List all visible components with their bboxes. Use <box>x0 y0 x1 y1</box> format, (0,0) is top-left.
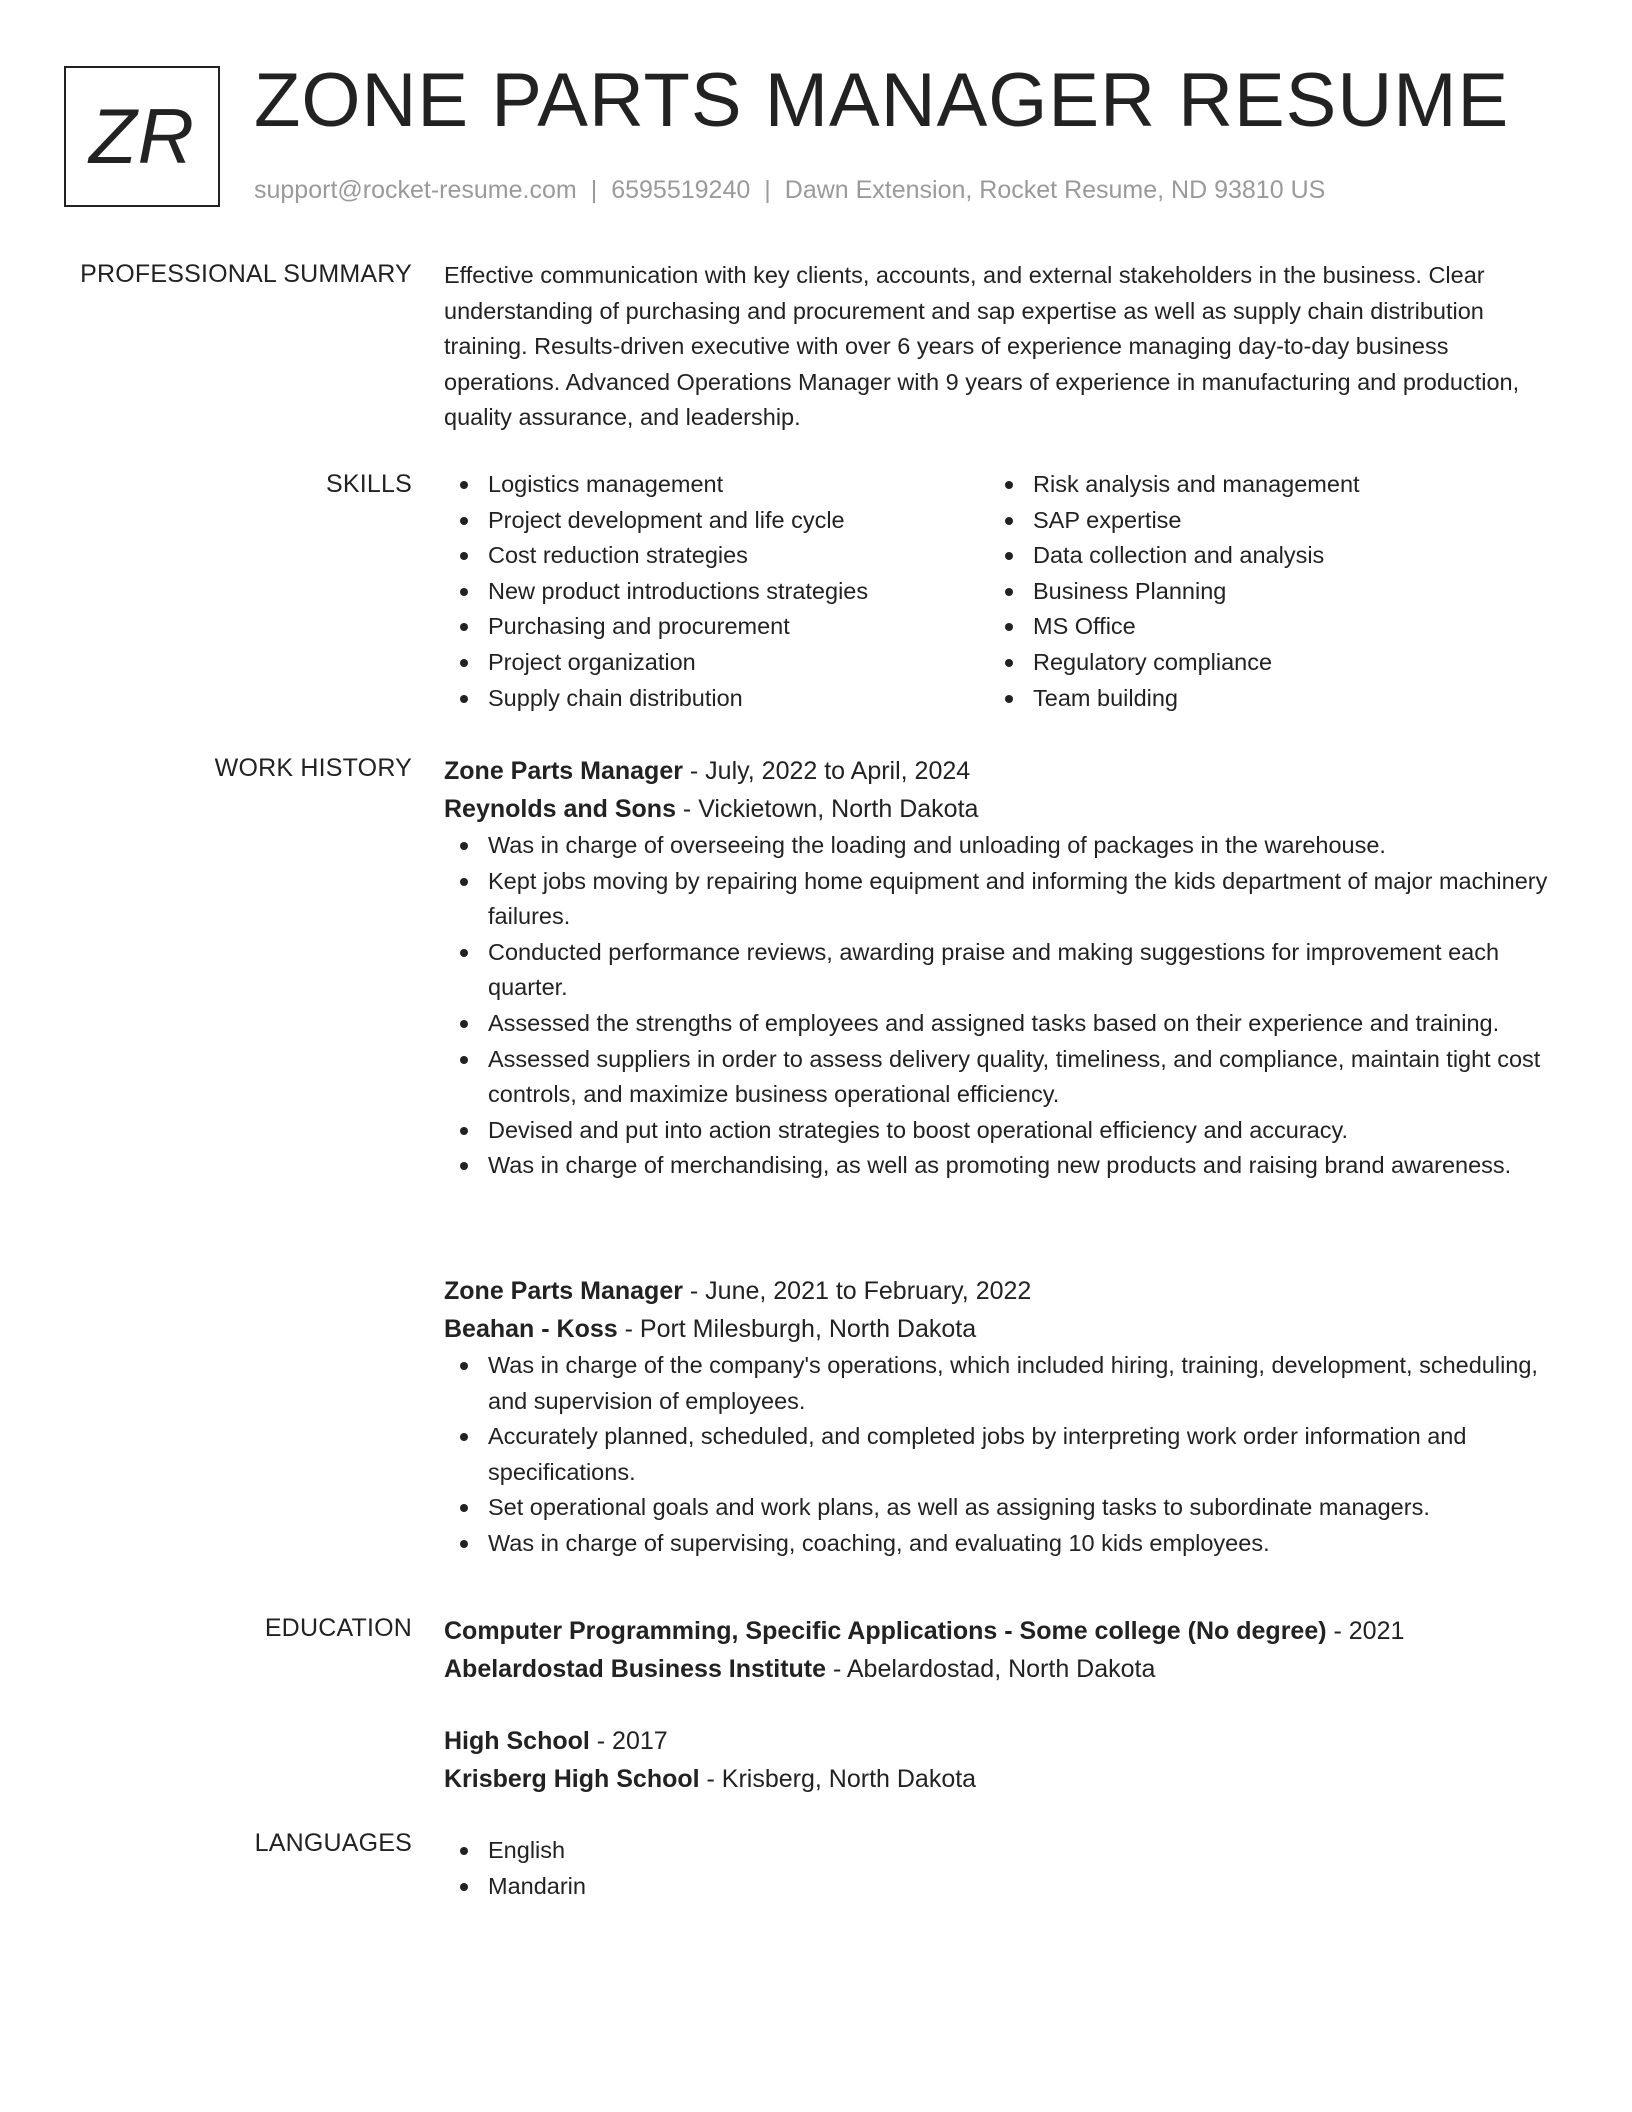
education-location: - Abelardostad, North Dakota <box>826 1655 1156 1683</box>
education-degree-line <box>444 1722 1556 1760</box>
job-title-line <box>444 1272 1556 1310</box>
education-degree: High School <box>444 1727 590 1755</box>
job-company: Reynolds and Sons <box>444 795 676 823</box>
job-bullets <box>444 1348 1556 1562</box>
language-item: English <box>444 1833 1556 1869</box>
education-school: Krisberg High School <box>444 1765 700 1793</box>
job-dates: - July, 2022 to April, 2024 <box>682 757 971 785</box>
skill-item: New product introductions strategies <box>444 574 989 610</box>
job-dates: - June, 2021 to February, 2022 <box>682 1277 1032 1305</box>
skills-list <box>444 467 1556 716</box>
job-bullet: Assessed suppliers in order to assess delivery quality, timeliness, and compliance, maintain tight cost controls, and maximize business operational efficiency. <box>444 1042 1556 1113</box>
skill-item: Supply chain distribution <box>444 681 989 717</box>
contact-email[interactable]: support@rocket-resume.com <box>254 176 577 204</box>
skill-item: Regulatory compliance <box>989 645 1534 681</box>
work-history-heading: WORK HISTORY <box>214 754 412 782</box>
job-company-line <box>444 1310 1556 1348</box>
job-bullet: Was in charge of overseeing the loading and unloading of packages in the warehouse. <box>444 828 1556 864</box>
education-heading: EDUCATION <box>264 1614 412 1642</box>
job-company: Beahan - Koss <box>444 1315 618 1343</box>
job-bullet: Set operational goals and work plans, as well as assigning tasks to subordinate managers. <box>444 1490 1556 1526</box>
job-location: - Vickietown, North Dakota <box>675 795 979 823</box>
education-degree: Computer Programming, Specific Applications - Some college (No degree) <box>444 1617 1327 1645</box>
job-company-line <box>444 790 1556 828</box>
job-bullet: Was in charge of merchandising, as well as promoting new products and raising brand awareness. <box>444 1148 1556 1184</box>
skill-item: SAP expertise <box>989 503 1534 539</box>
job-bullet: Was in charge of the company's operations, which included hiring, training, development, scheduling, and supervision of employees. <box>444 1348 1556 1419</box>
job-bullet: Devised and put into action strategies to boost operational efficiency and accuracy. <box>444 1113 1556 1149</box>
education-location: - Krisberg, North Dakota <box>699 1765 977 1793</box>
skill-item: Cost reduction strategies <box>444 538 989 574</box>
education-year: - 2017 <box>589 1727 668 1755</box>
job-title: Zone Parts Manager <box>444 757 683 785</box>
education-school: Abelardostad Business Institute <box>444 1655 827 1683</box>
skill-item: Logistics management <box>444 467 989 503</box>
job-bullet: Conducted performance reviews, awarding praise and making suggestions for improvement each quarter. <box>444 935 1556 1006</box>
skill-item: Business Planning <box>989 574 1534 610</box>
monogram-logo: ZR <box>64 66 220 207</box>
contact-line <box>254 174 1325 206</box>
job-bullet: Accurately planned, scheduled, and completed jobs by interpreting work order information and specifications. <box>444 1419 1556 1490</box>
skill-item: Team building <box>989 681 1534 717</box>
skill-item: Risk analysis and management <box>989 467 1534 503</box>
languages-bullets <box>444 1833 1556 1904</box>
education-year: - 2021 <box>1326 1617 1405 1645</box>
job-bullets <box>444 828 1556 1184</box>
summary-text: Effective communication with key clients, accounts, and external stakeholders in the business. Clear understanding of purchasing and procurement and sap expertise as well as supply chain distribution training. Results-driven executive with over 6 years of experience managing day-to-day business operations. Advanced Operations Manager with 9 years of experience in manufacturing and production, quality assurance, and leadership. <box>444 262 1520 431</box>
skills-column-right <box>989 467 1534 716</box>
education-degree-line <box>444 1612 1556 1650</box>
job-title-line <box>444 752 1556 790</box>
skill-item: Purchasing and procurement <box>444 609 989 645</box>
job-location: - Port Milesburgh, North Dakota <box>617 1315 977 1343</box>
skill-item: Project development and life cycle <box>444 503 989 539</box>
skill-item: MS Office <box>989 609 1534 645</box>
job-bullet: Kept jobs moving by repairing home equipment and informing the kids department of major machinery failures. <box>444 864 1556 935</box>
languages-list <box>444 1833 1556 1904</box>
contact-address: Dawn Extension, Rocket Resume, ND 93810 US <box>784 176 1326 204</box>
job-entry <box>444 752 1556 1184</box>
contact-phone[interactable]: 6595519240 <box>611 176 751 204</box>
contact-separator: | <box>590 176 598 204</box>
contact-separator: | <box>764 176 771 204</box>
skill-item: Data collection and analysis <box>989 538 1534 574</box>
summary-heading: PROFESSIONAL SUMMARY <box>80 260 412 288</box>
education-entry <box>444 1612 1556 1688</box>
page-title: ZONE PARTS MANAGER RESUME <box>254 58 1510 143</box>
education-entry <box>444 1722 1556 1798</box>
languages-heading: LANGUAGES <box>254 1829 412 1857</box>
language-item: Mandarin <box>444 1869 1556 1905</box>
job-title: Zone Parts Manager <box>444 1277 683 1305</box>
job-bullet: Assessed the strengths of employees and assigned tasks based on their experience and training. <box>444 1006 1556 1042</box>
job-entry <box>444 1272 1556 1562</box>
skills-column-left <box>444 467 989 716</box>
skill-item: Project organization <box>444 645 989 681</box>
education-school-line <box>444 1760 1556 1798</box>
job-bullet: Was in charge of supervising, coaching, and evaluating 10 kids employees. <box>444 1526 1556 1562</box>
education-school-line <box>444 1650 1556 1688</box>
skills-heading: SKILLS <box>326 470 412 498</box>
